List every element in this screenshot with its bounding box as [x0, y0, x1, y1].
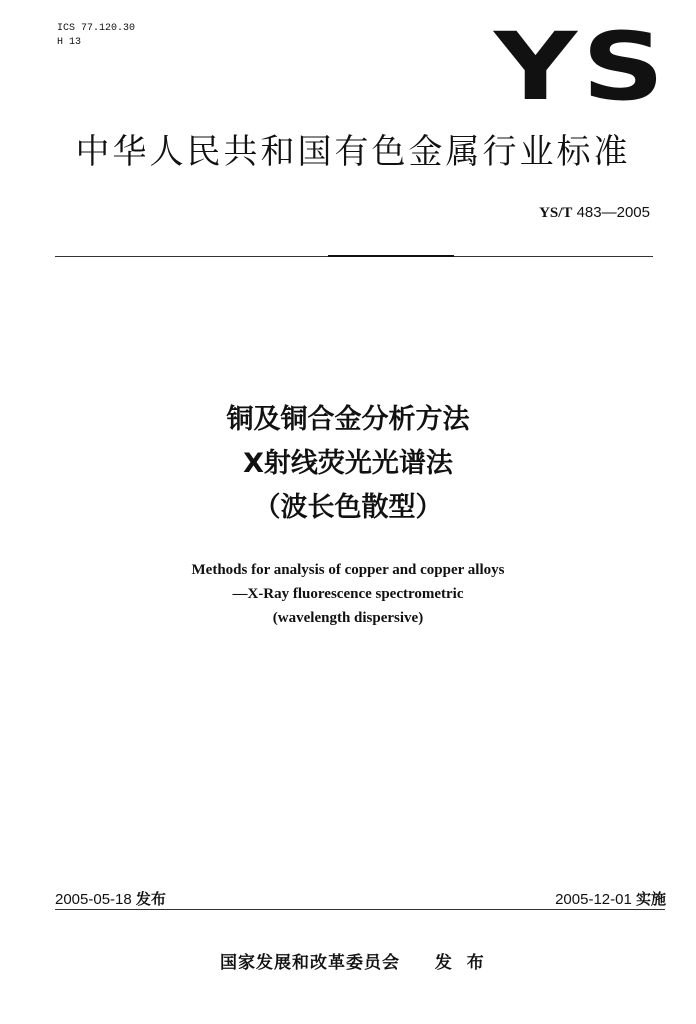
standard-number — [360, 204, 650, 222]
classification-codes — [57, 22, 135, 50]
header-divider-accent — [328, 255, 454, 257]
title-cn-line2: X射线荧光光谱法 — [243, 448, 453, 479]
class-code: H 13 — [57, 37, 82, 48]
issuer-action: 发 布 — [434, 953, 485, 973]
title-cn-line3: （波长色散型） — [253, 492, 443, 523]
title-cn-line1: 铜及铜合金分析方法 — [226, 404, 470, 435]
issuer-name: 国家发展和改革委员会 — [220, 953, 400, 973]
ics-code: ICS 77.120.30 — [57, 23, 136, 34]
title-en-line1: Methods for analysis of copper and copper alloys — [191, 562, 505, 578]
title-en-line2: —X-Ray fluorescence spectrometric — [232, 586, 464, 602]
effective-date — [555, 888, 666, 909]
title-en-line3: (wavelength dispersive) — [272, 610, 424, 626]
standard-code: 483—2005 — [576, 204, 650, 221]
standard-prefix: YS/T — [539, 205, 573, 221]
release-label: 发布 — [135, 891, 166, 908]
effective-label: 实施 — [635, 891, 666, 908]
release-date — [55, 888, 166, 909]
footer-divider — [55, 909, 665, 910]
ys-logo: YS — [493, 13, 670, 122]
organization-title: 中华人民共和国有色金属行业标准 — [75, 132, 631, 172]
issuer-line — [220, 948, 485, 973]
effective-date-value: 2005-12-01 — [555, 891, 632, 908]
release-date-value: 2005-05-18 — [55, 891, 132, 908]
